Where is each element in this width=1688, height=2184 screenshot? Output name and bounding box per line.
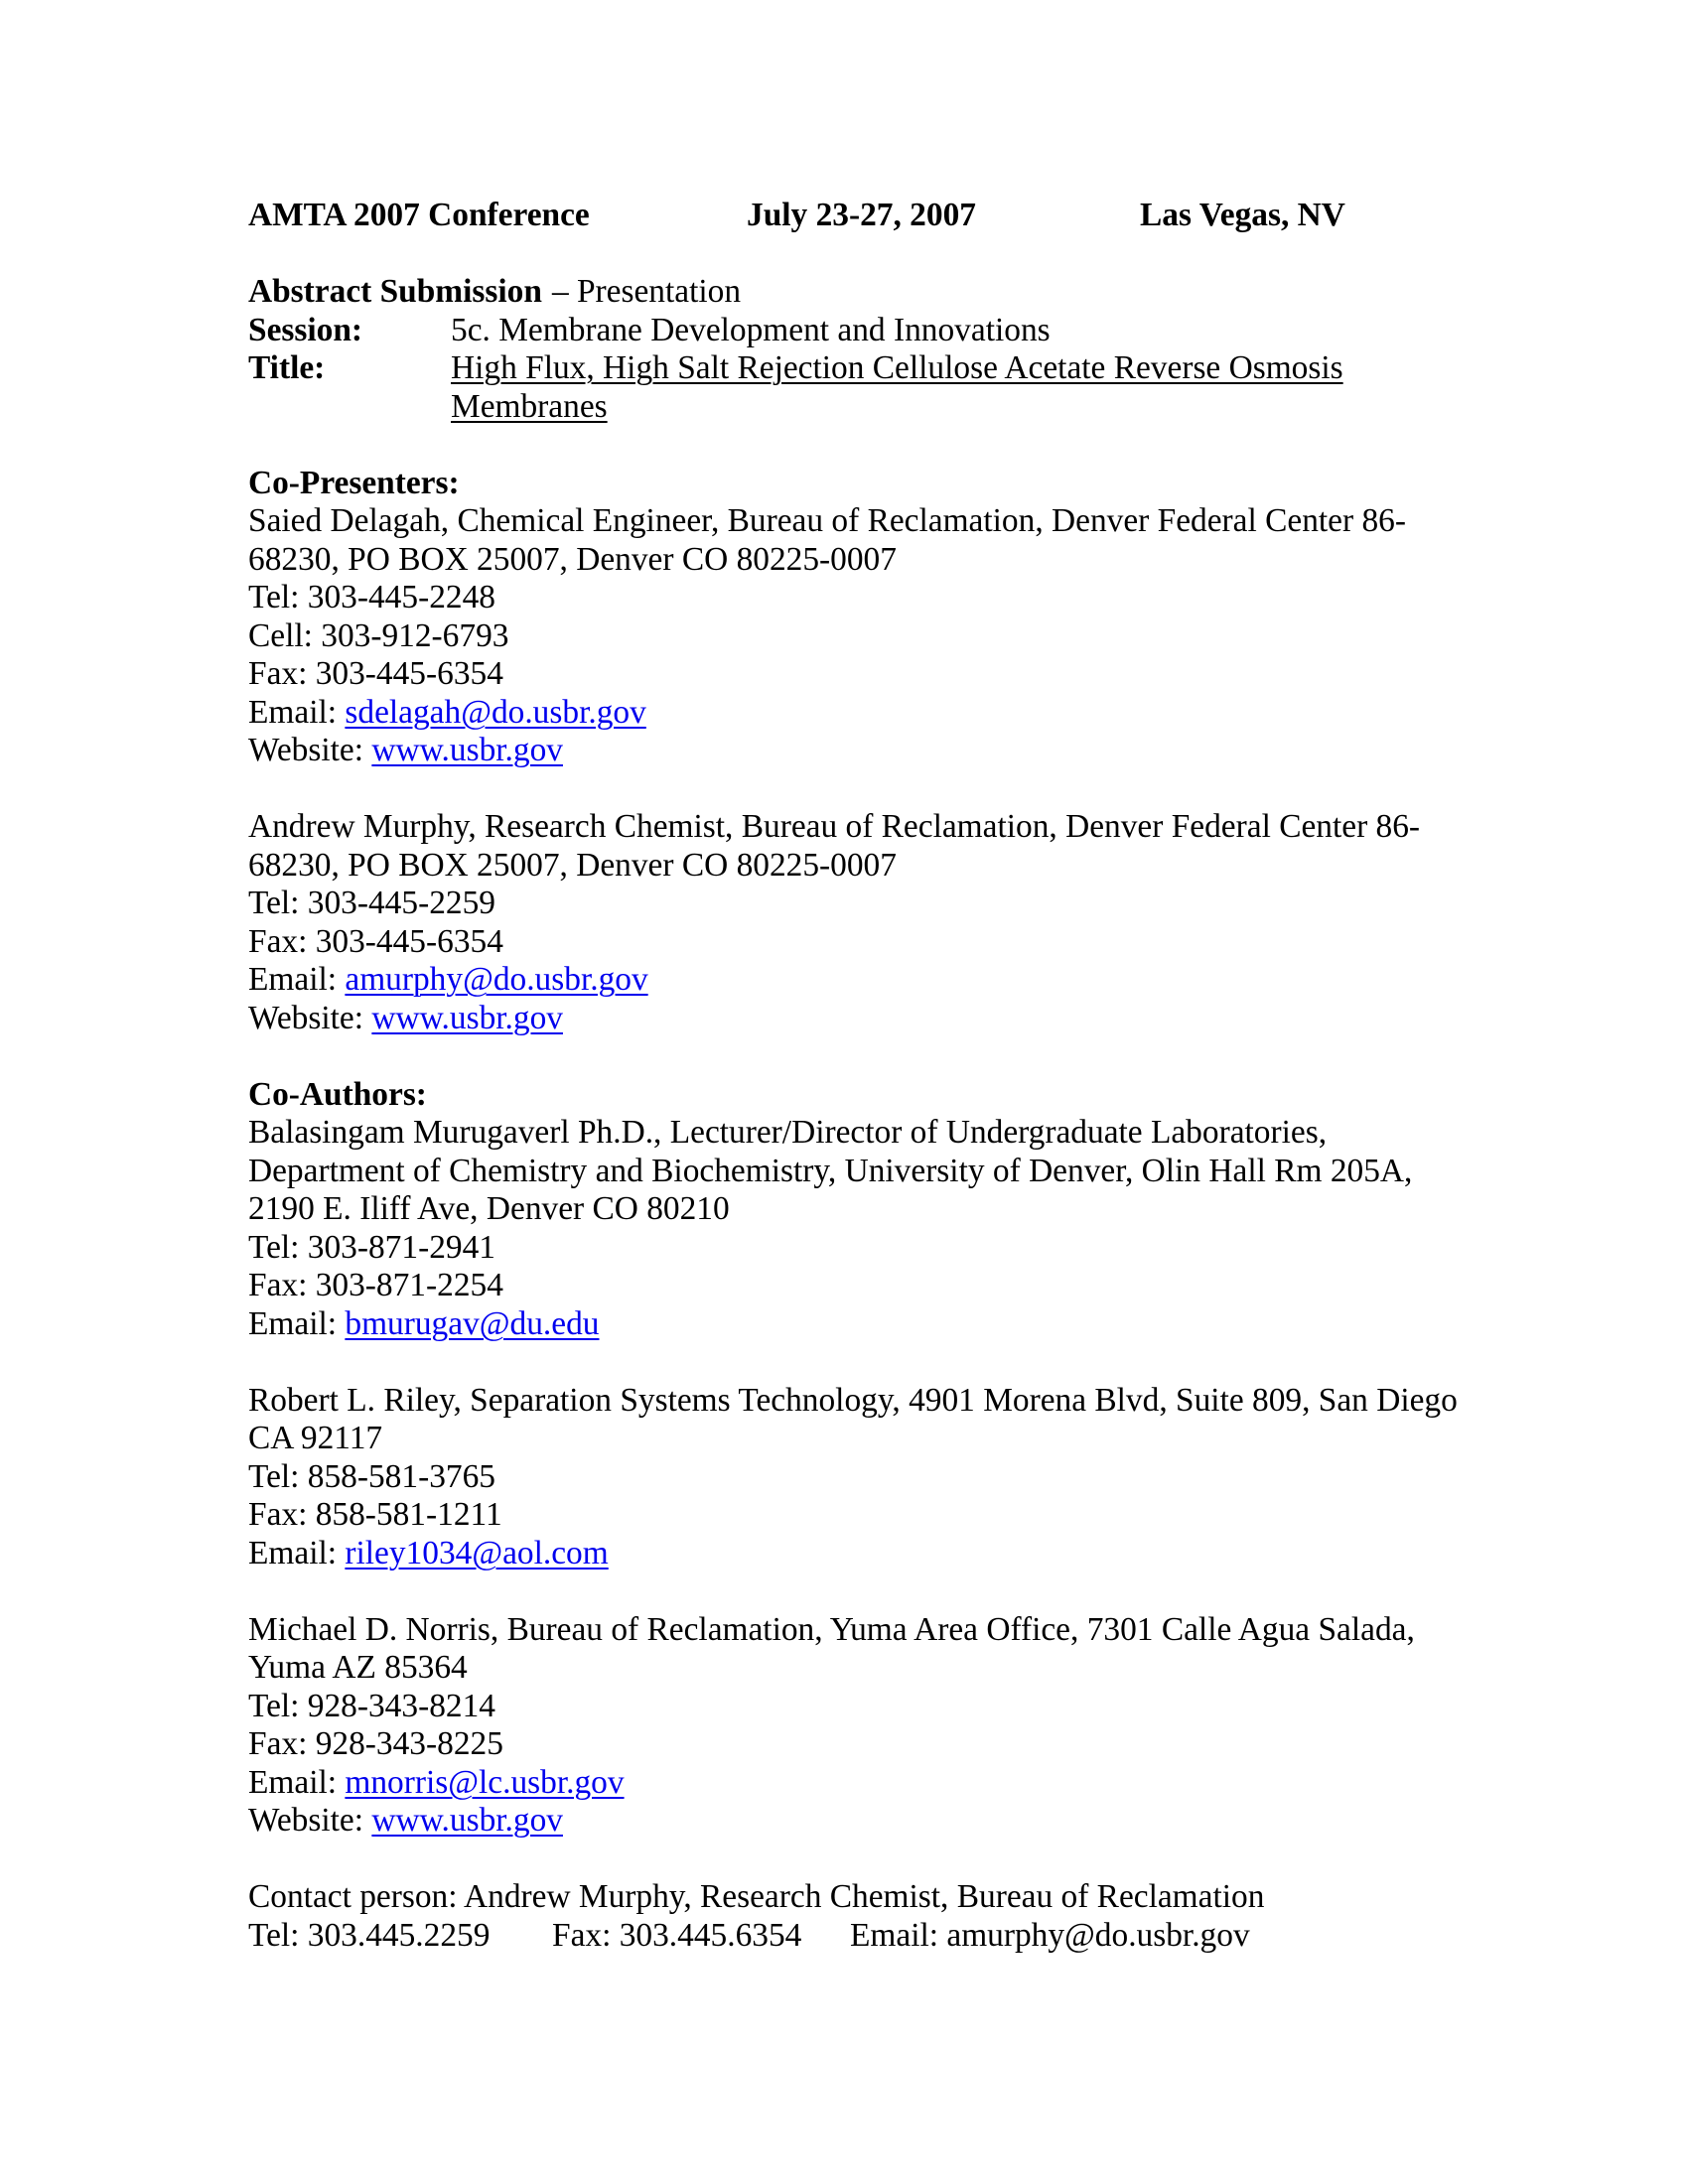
co-presenter-2 bbox=[248, 808, 1470, 1037]
submission-type-line bbox=[248, 273, 1470, 312]
author-email-line bbox=[248, 1764, 1470, 1803]
abstract-document bbox=[248, 197, 1470, 1955]
spacer bbox=[248, 770, 1470, 809]
author-tel: Tel: 303-871-2941 bbox=[248, 1228, 495, 1266]
website-link[interactable]: www.usbr.gov bbox=[371, 999, 563, 1036]
spacer bbox=[248, 1572, 1470, 1611]
email-link[interactable]: sdelagah@do.usbr.gov bbox=[345, 693, 646, 731]
co-author-2 bbox=[248, 1382, 1470, 1573]
contact-person-line: Contact person: Andrew Murphy, Research Chemist, Bureau of Reclamation bbox=[248, 1878, 1265, 1915]
presenter-fax: Fax: 303-445-6354 bbox=[248, 655, 503, 692]
contact-email: Email: amurphy@do.usbr.gov bbox=[850, 1916, 1250, 1954]
presenter-tel: Tel: 303-445-2248 bbox=[248, 579, 495, 615]
author-tel: Tel: 858-581-3765 bbox=[248, 1457, 495, 1495]
author-website-line bbox=[248, 1802, 1470, 1841]
presenter-email-line bbox=[248, 694, 1470, 733]
author-fax: Fax: 303-871-2254 bbox=[248, 1267, 503, 1303]
author-address: Michael D. Norris, Bureau of Reclamation, Yuma Area Office, 7301 Calle Agua Salada, Yuma AZ 85364 bbox=[248, 1610, 1415, 1686]
author-tel: Tel: 928-343-8214 bbox=[248, 1687, 495, 1724]
website-label: Website: bbox=[248, 732, 372, 768]
email-link[interactable]: amurphy@do.usbr.gov bbox=[345, 961, 648, 998]
author-email-line bbox=[248, 1535, 1470, 1573]
session-value: 5c. Membrane Development and Innovations bbox=[451, 311, 1051, 348]
submission-type-value: – Presentation bbox=[551, 273, 742, 310]
conference-location: Las Vegas, NV bbox=[1140, 197, 1345, 233]
presenter-address: Saied Delagah, Chemical Engineer, Bureau of Reclamation, Denver Federal Center 86-68230, PO BOX 25007, Denver CO 80225-0007 bbox=[248, 502, 1406, 578]
email-label: Email: bbox=[248, 693, 346, 731]
email-link[interactable]: riley1034@aol.com bbox=[345, 1534, 609, 1571]
author-fax: Fax: 928-343-8225 bbox=[248, 1725, 503, 1762]
presenter-cell: Cell: 303-912-6793 bbox=[248, 616, 509, 654]
co-author-3 bbox=[248, 1611, 1470, 1841]
spacer bbox=[248, 1841, 1470, 1879]
website-link[interactable]: www.usbr.gov bbox=[371, 732, 563, 768]
spacer bbox=[248, 1037, 1470, 1076]
contact-details-line bbox=[248, 1917, 1470, 1956]
website-label: Website: bbox=[248, 1802, 372, 1839]
contact-fax: Fax: 303.445.6354 bbox=[552, 1916, 802, 1954]
presenter-website-line bbox=[248, 732, 1470, 770]
conference-header bbox=[248, 197, 1470, 235]
co-authors-heading: Co-Authors: bbox=[248, 1075, 427, 1113]
title-value bbox=[451, 349, 1470, 426]
title-text: High Flux, High Salt Rejection Cellulose Acetate Reverse Osmosis Membranes bbox=[451, 349, 1343, 425]
submission-type-label: Abstract Submission bbox=[248, 273, 542, 310]
email-label: Email: bbox=[248, 1763, 346, 1801]
presenter-email-line bbox=[248, 961, 1470, 1000]
session-row bbox=[248, 312, 1470, 350]
author-address: Balasingam Murugaverl Ph.D., Lecturer/Director of Undergraduate Laboratories, Department of Chemistry and Biochemistry, University of Denver, Olin Hall Rm 205A, 2190 E. Iliff Ave, Denver CO 80210 bbox=[248, 1114, 1413, 1227]
conference-name: AMTA 2007 Conference bbox=[248, 197, 590, 233]
contact-tel: Tel: 303.445.2259 bbox=[248, 1916, 491, 1954]
title-label: Title: bbox=[248, 349, 326, 386]
presenter-tel: Tel: 303-445-2259 bbox=[248, 885, 495, 921]
author-fax: Fax: 858-581-1211 bbox=[248, 1496, 502, 1533]
conference-dates: July 23-27, 2007 bbox=[747, 197, 976, 233]
email-label: Email: bbox=[248, 1534, 346, 1571]
presenter-address: Andrew Murphy, Research Chemist, Bureau of Reclamation, Denver Federal Center 86-68230, PO BOX 25007, Denver CO 80225-0007 bbox=[248, 808, 1421, 884]
co-author-1 bbox=[248, 1114, 1470, 1343]
spacer bbox=[248, 235, 1470, 274]
author-email-line bbox=[248, 1305, 1470, 1344]
email-link[interactable]: bmurugav@du.edu bbox=[345, 1304, 600, 1342]
presenter-website-line bbox=[248, 1000, 1470, 1038]
spacer bbox=[248, 1343, 1470, 1382]
website-label: Website: bbox=[248, 999, 372, 1036]
session-label: Session: bbox=[248, 311, 363, 348]
author-address: Robert L. Riley, Separation Systems Technology, 4901 Morena Blvd, Suite 809, San Diego CA 92117 bbox=[248, 1381, 1458, 1456]
email-label: Email: bbox=[248, 961, 346, 998]
co-presenters-heading: Co-Presenters: bbox=[248, 464, 460, 501]
email-link[interactable]: mnorris@lc.usbr.gov bbox=[345, 1763, 625, 1801]
email-label: Email: bbox=[248, 1304, 346, 1342]
website-link[interactable]: www.usbr.gov bbox=[371, 1802, 563, 1839]
spacer bbox=[248, 426, 1470, 465]
title-row bbox=[248, 349, 1470, 426]
co-presenter-1 bbox=[248, 502, 1470, 770]
presenter-fax: Fax: 303-445-6354 bbox=[248, 922, 503, 960]
